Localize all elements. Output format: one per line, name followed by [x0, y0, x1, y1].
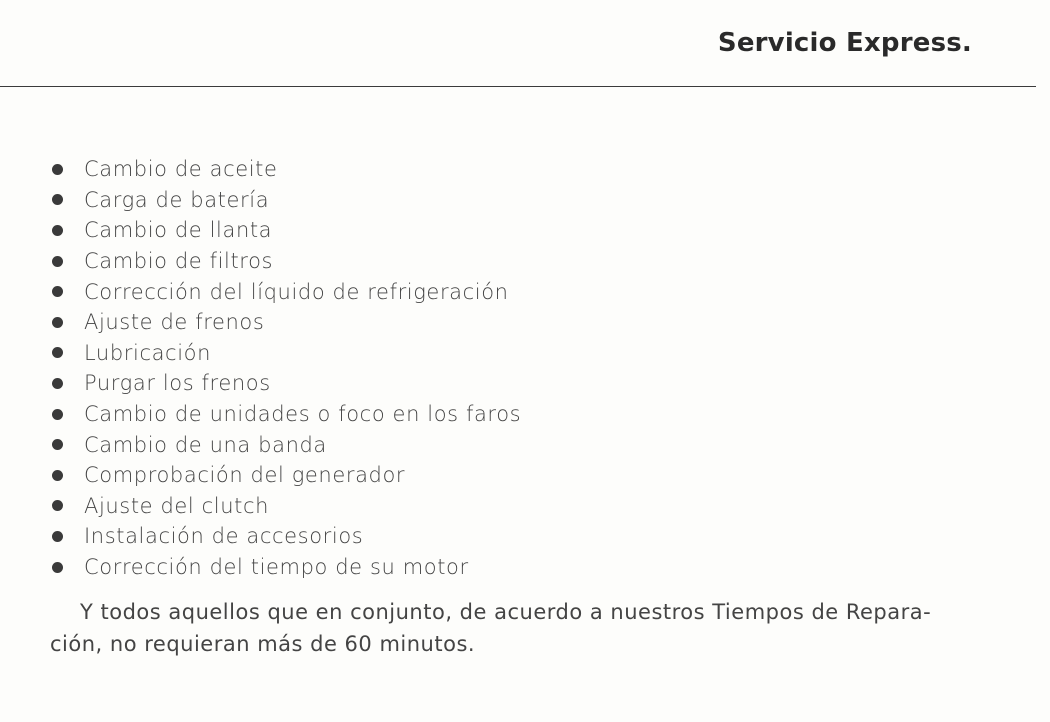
bullet-icon — [52, 286, 63, 297]
list-item-label: Corrección del tiempo de su motor — [84, 555, 469, 580]
bullet-icon — [52, 409, 63, 420]
bullet-icon — [52, 347, 63, 358]
bullet-icon — [52, 470, 63, 481]
list-item-label: Instalación de accesorios — [84, 524, 364, 549]
list-item-label: Cambio de una banda — [84, 432, 327, 457]
list-item — [52, 154, 521, 185]
list-item — [52, 215, 521, 246]
closing-line-1: Y todos aquellos que en conjunto, de acuerdo a nuestros Tiempos de Repara- — [80, 600, 932, 624]
list-item-label: Ajuste del clutch — [84, 493, 270, 518]
list-item — [52, 491, 521, 522]
list-item-label: Cambio de llanta — [84, 218, 273, 243]
list-item — [52, 276, 521, 307]
bullet-icon — [52, 256, 63, 267]
list-item — [52, 368, 521, 399]
list-item — [52, 460, 521, 491]
bullet-icon — [52, 562, 63, 573]
closing-paragraph — [50, 596, 975, 660]
list-item — [52, 246, 521, 277]
list-item — [52, 552, 521, 583]
bullet-icon — [52, 531, 63, 542]
list-item-label: Cambio de unidades o foco en los faros — [84, 402, 522, 427]
list-item-label: Ajuste de frenos — [84, 310, 265, 335]
list-item — [52, 338, 521, 369]
list-item — [52, 521, 521, 552]
services-list — [52, 154, 521, 582]
bullet-icon — [52, 164, 63, 175]
list-item-label: Cambio de filtros — [84, 249, 274, 274]
bullet-icon — [52, 500, 63, 511]
bullet-icon — [52, 194, 63, 205]
bullet-icon — [52, 378, 63, 389]
list-item — [52, 429, 521, 460]
bullet-icon — [52, 225, 63, 236]
list-item — [52, 399, 521, 430]
list-item — [52, 307, 521, 338]
bullet-icon — [52, 439, 63, 450]
list-item-label: Lubricación — [84, 340, 211, 365]
list-item — [52, 185, 521, 216]
list-item-label: Comprobación del generador — [84, 463, 406, 488]
list-item-label: Purgar los frenos — [84, 371, 271, 396]
list-item-label: Corrección del líquido de refrigeración — [84, 279, 509, 304]
list-item-label: Cambio de aceite — [84, 157, 278, 182]
list-item-label: Carga de batería — [84, 187, 270, 212]
page-title: Servicio Express. — [717, 28, 972, 58]
header-divider — [0, 86, 1036, 87]
bullet-icon — [52, 317, 63, 328]
closing-line-2: ción, no requieran más de 60 minutos. — [50, 632, 476, 656]
